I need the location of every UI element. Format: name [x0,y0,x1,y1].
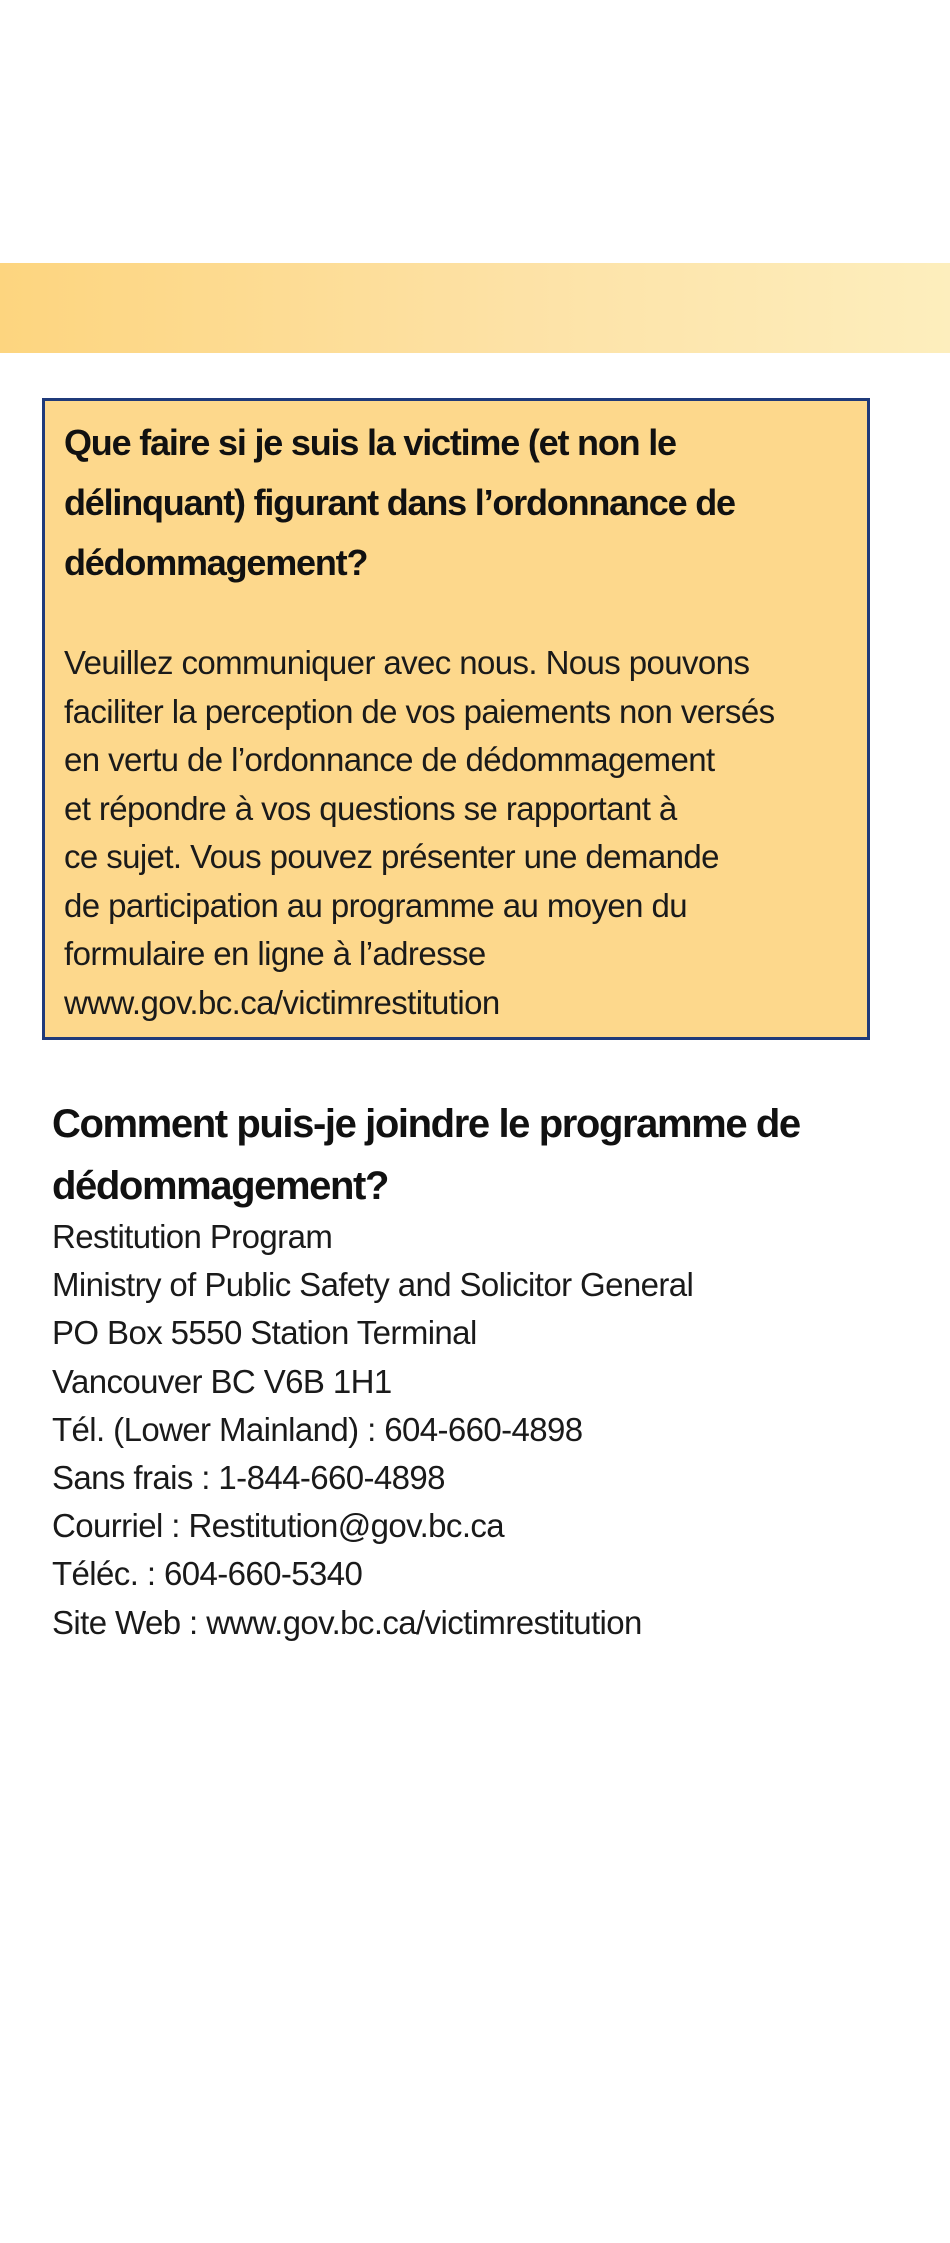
callout-heading [64,413,847,593]
callout-url-link[interactable]: www.gov.bc.ca/victimrestitution [64,983,500,1021]
city-postal-code: Vancouver BC V6B 1H1 [52,1362,392,1400]
callout-body-line: Veuillez communiquer avec nous. Nous pouvons [64,644,750,681]
contact-heading-line: dédommagement? [52,1164,389,1208]
phone-number[interactable]: Tél. (Lower Mainland) : 604-660-4898 [52,1410,583,1448]
callout-body-line: et répondre à vos questions se rapportant à [64,789,677,827]
callout-body-line: formulaire en ligne à l’adresse [64,935,486,972]
po-box: PO Box 5550 Station Terminal [52,1314,477,1352]
contact-section [52,1093,912,1647]
callout-body-line: faciliter la perception de vos paiements non versés [64,692,775,730]
callout-body-line: de participation au programme au moyen du [64,886,687,924]
program-name: Restitution Program [52,1218,333,1255]
fax-number: Téléc. : 604-660-5340 [52,1555,363,1593]
contact-heading-line: Comment puis-je joindre le programme de [52,1102,800,1146]
victim-info-callout [42,398,870,1040]
email-address[interactable]: Courriel : Restitution@gov.bc.ca [52,1507,505,1545]
contact-details [52,1213,912,1647]
website-link[interactable]: Site Web : www.gov.bc.ca/victimrestitution [52,1603,642,1641]
callout-heading-line: Que faire si je suis la victime (et non le [64,422,676,463]
callout-body [64,639,847,1027]
contact-heading [52,1093,912,1217]
decorative-banner [0,263,950,353]
toll-free-number[interactable]: Sans frais : 1-844-660-4898 [52,1459,445,1497]
ministry-name: Ministry of Public Safety and Solicitor General [52,1266,694,1304]
callout-heading-line: dédommagement? [64,542,368,583]
callout-body-line: en vertu de l’ordonnance de dédommagement [64,741,715,778]
callout-body-line: ce sujet. Vous pouvez présenter une demande [64,838,719,875]
callout-heading-line: délinquant) figurant dans l’ordonnance de [64,482,735,523]
